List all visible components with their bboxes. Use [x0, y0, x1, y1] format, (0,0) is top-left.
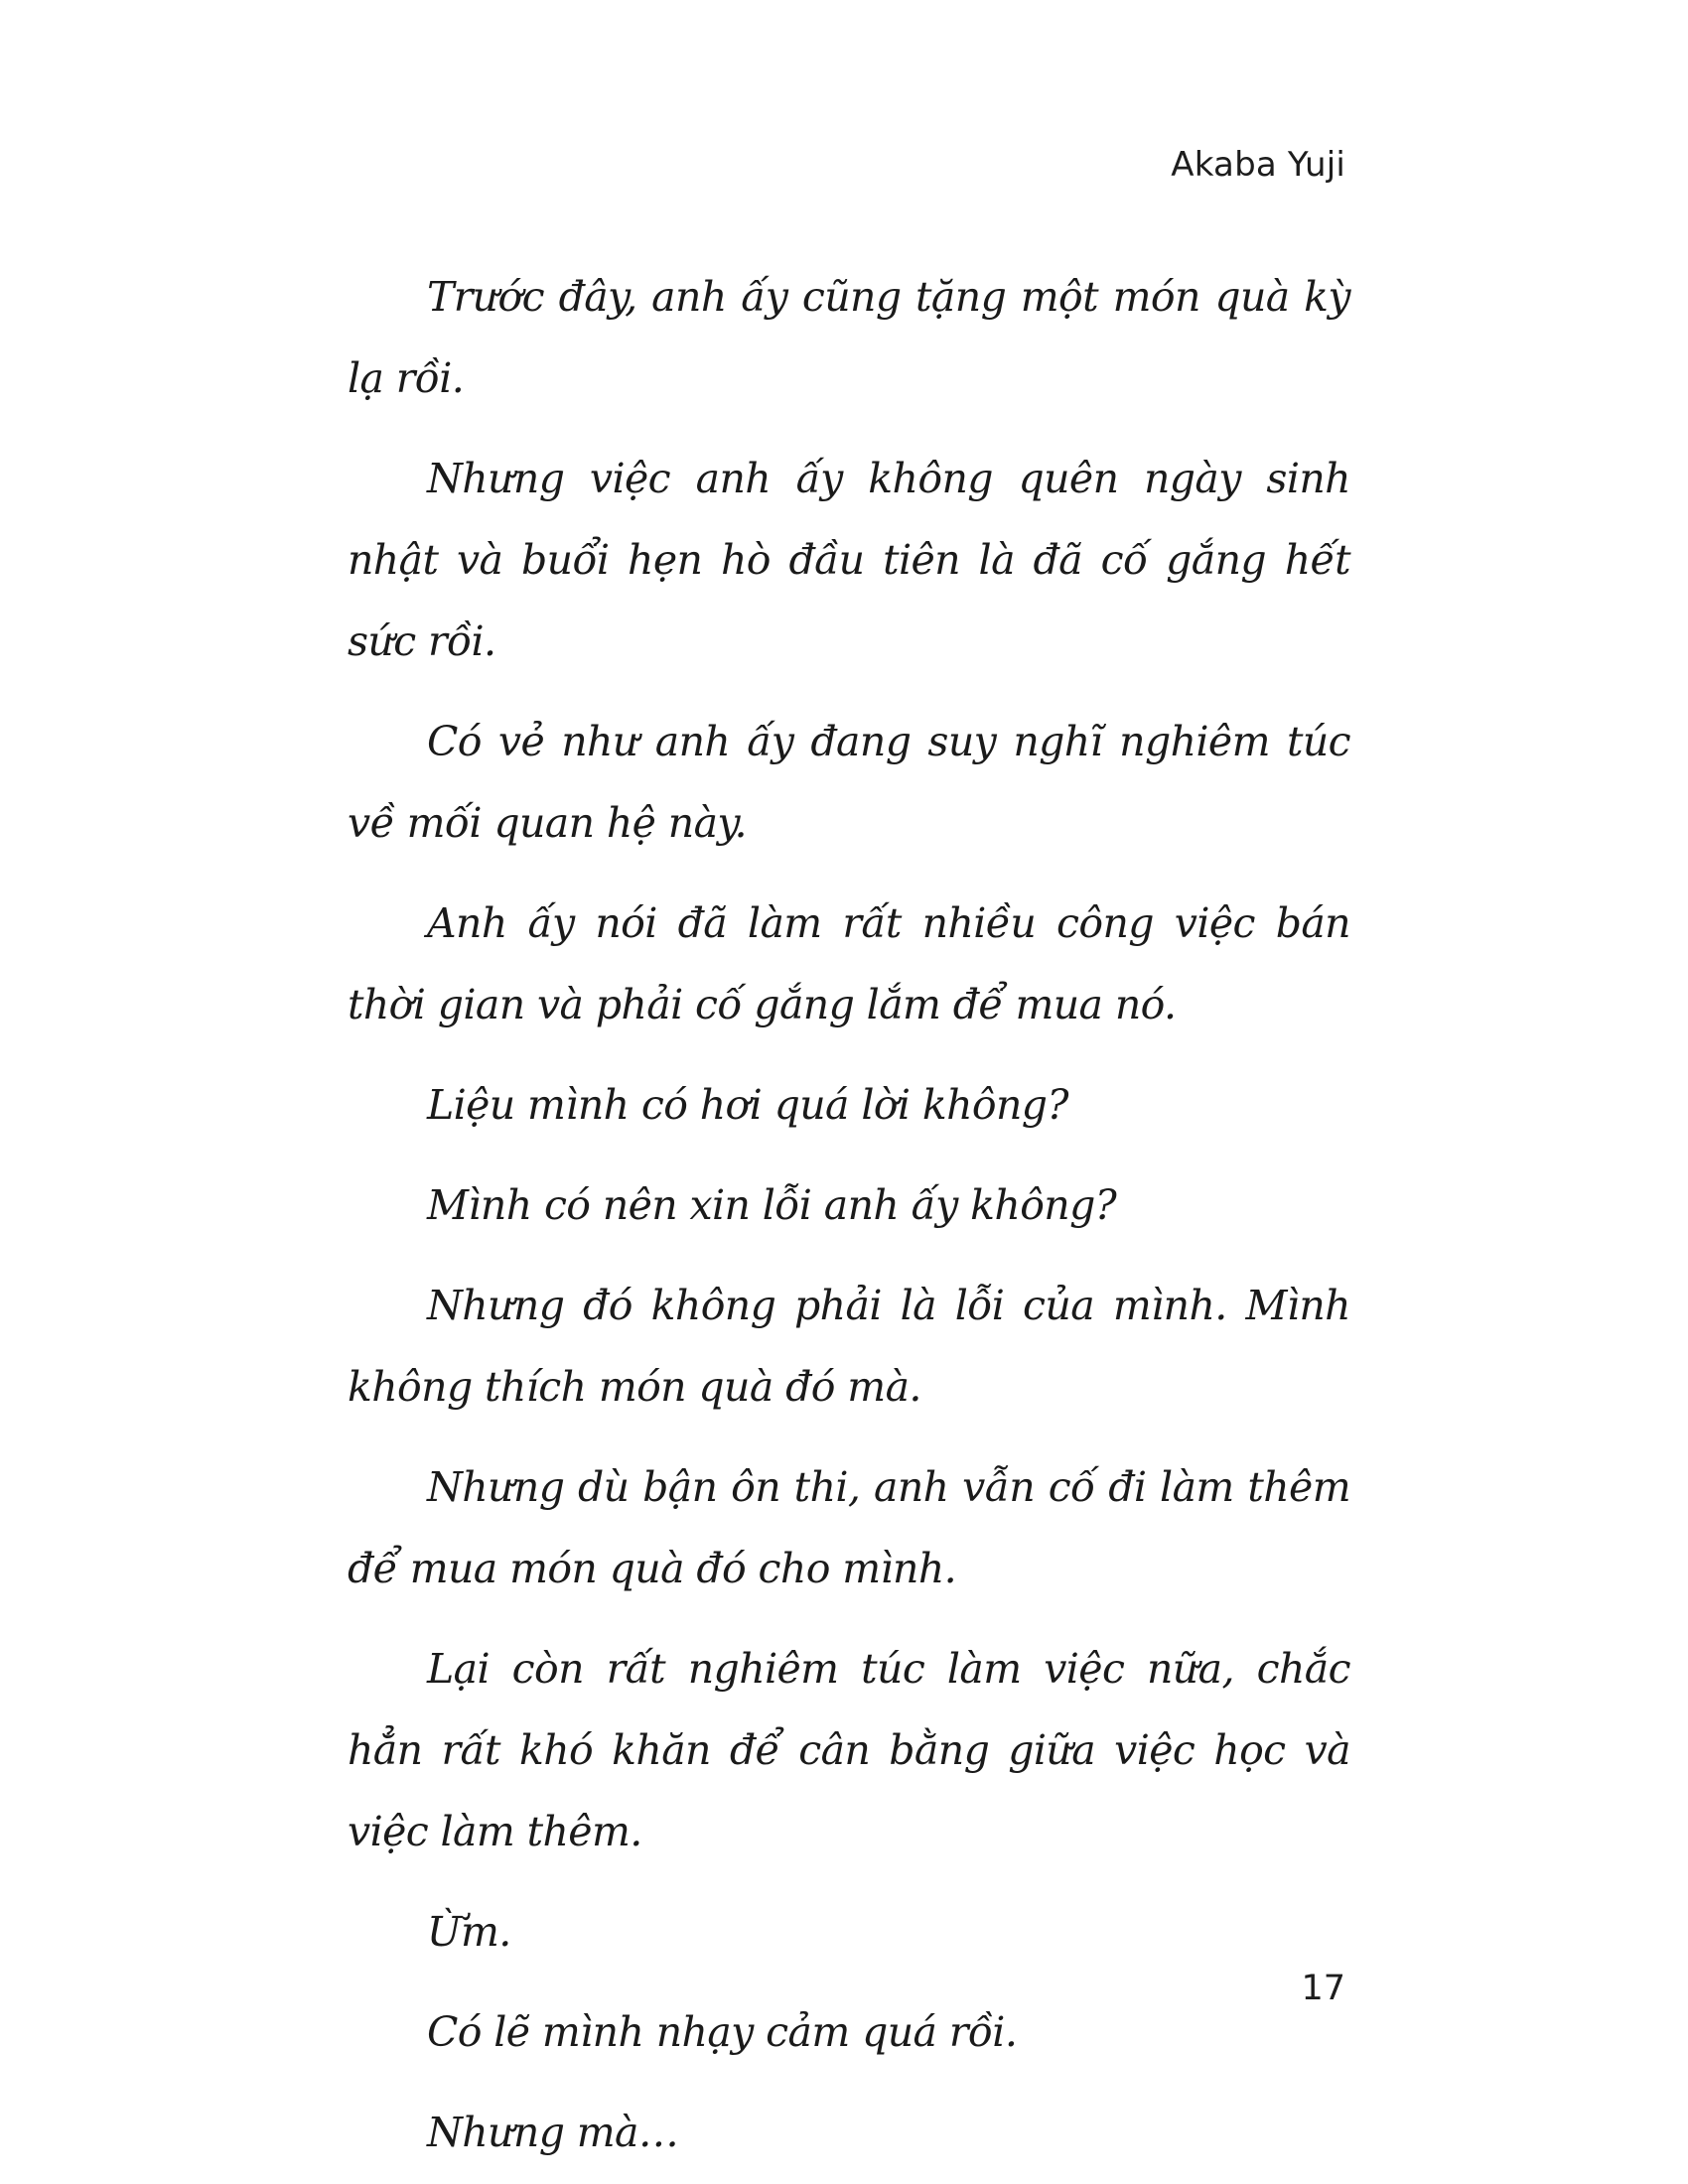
paragraph: Lại còn rất nghiêm túc làm việc nữa, chắc hẳn rất khó khăn để cân bằng giữa việc học và việc làm thêm. [348, 1645, 1350, 1855]
paragraph: Nhưng dù bận ôn thi, anh vẫn cố đi làm thêm để mua món quà đó cho mình. [348, 1463, 1350, 1592]
paragraph: Anh ấy nói đã làm rất nhiều công việc bán thời gian và phải cố gắng lắm để mua nó. [348, 899, 1350, 1028]
paragraph: Nhưng việc anh ấy không quên ngày sinh nhật và buổi hẹn hò đầu tiên là đã cố gắng hết sức rồi. [348, 455, 1350, 665]
paragraph: Ừm. [427, 1908, 511, 1956]
paragraph: Có lẽ mình nhạy cảm quá rồi. [427, 2008, 1018, 2056]
paragraph: Trước đây, anh ấy cũng tặng một món quà kỳ lạ rồi. [348, 273, 1350, 402]
running-header-author: Akaba Yuji [1171, 145, 1345, 185]
paragraph: Có vẻ như anh ấy đang suy nghĩ nghiêm túc về mối quan hệ này. [348, 718, 1350, 847]
paragraph: Liệu mình có hơi quá lời không? [427, 1081, 1068, 1129]
page-number: 17 [1301, 1969, 1345, 2008]
paragraph: Nhưng mà… [427, 2109, 679, 2156]
paragraph: Mình có nên xin lỗi anh ấy không? [427, 1181, 1117, 1229]
body-text [348, 256, 1350, 2173]
paragraph: Nhưng đó không phải là lỗi của mình. Mình không thích món quà đó mà. [348, 1282, 1350, 1411]
